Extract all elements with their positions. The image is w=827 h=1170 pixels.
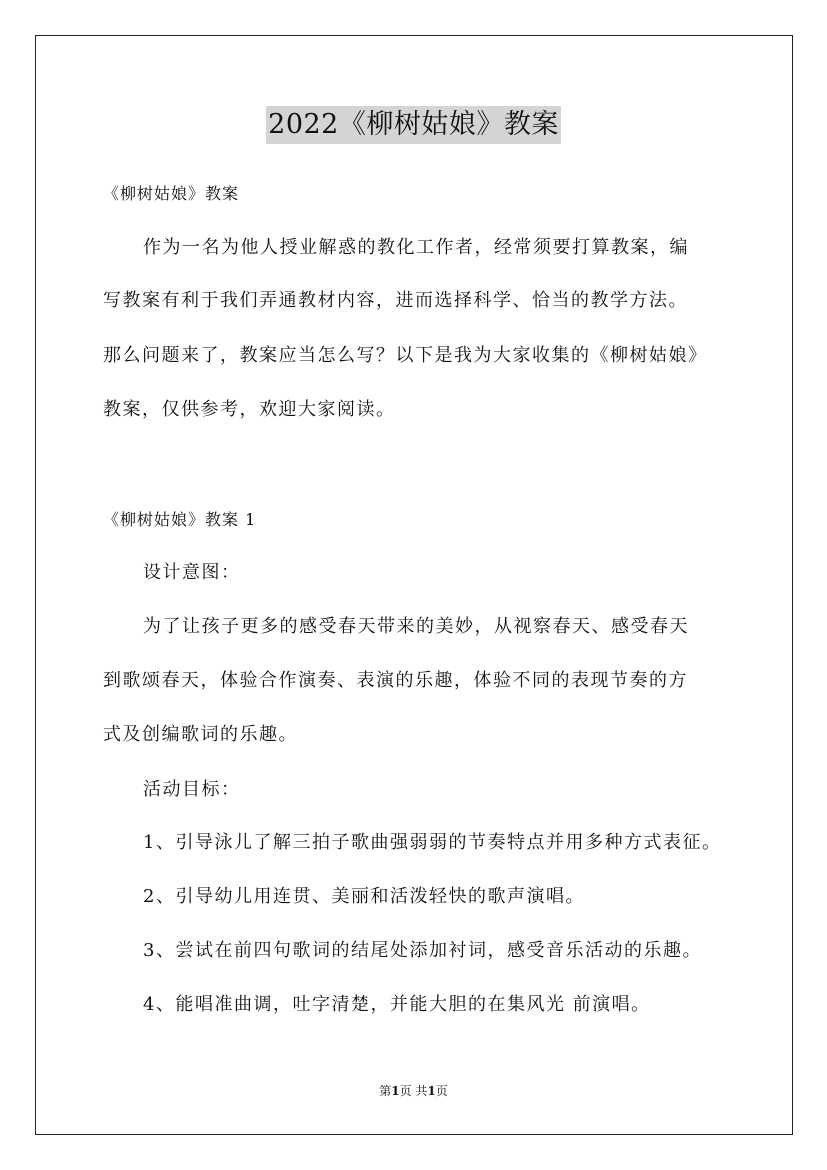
goals-label: 活动目标：	[143, 779, 241, 800]
design-line-2: 到歌颂春天，体验合作演奏、表演的乐趣，体验不同的表现节奏的方	[103, 670, 688, 691]
document-title	[0, 103, 827, 144]
goal-item-4: 4、能唱准曲调，吐字清楚，并能大胆的在集风光 前演唱。	[143, 994, 651, 1015]
goal-item-1: 1、引导泳儿了解三拍子歌曲强弱弱的节奏特点并用多种方式表征。	[143, 832, 722, 853]
footer-page-total: 1	[427, 1084, 436, 1098]
intro-line-1: 作为一名为他人授业解惑的教化工作者，经常须要打算教案，编	[143, 237, 689, 258]
section-heading: 《柳树姑娘》教案 1	[103, 510, 257, 529]
intro-line-2: 写教案有利于我们弄通教材内容，进而选择科学、恰当的教学方法。	[103, 290, 688, 311]
footer-page-suffix: 页	[435, 1084, 448, 1098]
page-footer	[0, 1083, 827, 1099]
intro-line-4: 教案，仅供参考，欢迎大家阅读。	[103, 399, 396, 420]
document-title-text: 2022《柳树姑娘》教案	[266, 106, 561, 144]
document-subtitle: 《柳树姑娘》教案	[103, 184, 240, 203]
footer-page-current: 1	[391, 1084, 400, 1098]
footer-page-prefix: 第	[379, 1084, 392, 1098]
goal-item-3: 3、尝试在前四句歌词的结尾处添加衬词，感受音乐活动的乐趣。	[143, 940, 702, 961]
design-line-3: 式及创编歌词的乐趣。	[103, 724, 298, 745]
design-line-1: 为了让孩子更多的感受春天带来的美妙，从视察春天、感受春天	[143, 616, 689, 637]
goal-item-2: 2、引导幼儿用连贯、美丽和活泼轻快的歌声演唱。	[143, 886, 585, 907]
footer-page-mid: 页 共	[399, 1084, 428, 1098]
design-label: 设计意图：	[143, 562, 241, 583]
intro-line-3: 那么问题来了，教案应当怎么写？以下是我为大家收集的《柳树姑娘》	[103, 345, 708, 366]
